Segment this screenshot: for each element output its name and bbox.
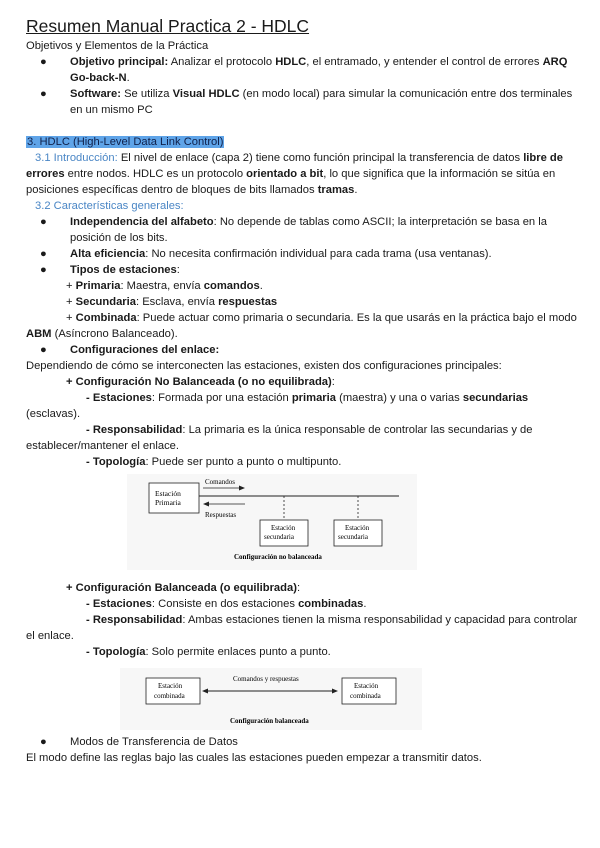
- feature-item-stations: ● Tipos de estaciones:: [40, 264, 180, 276]
- section-3-2-heading: 3.2 Características generales:: [35, 200, 184, 212]
- secondary-1-label-1: Estación: [271, 524, 296, 532]
- config-unbalanced-stations: - Estaciones: Formada por una estación primaria (maestra) y una o varias secundarias (esclavas).: [26, 392, 529, 420]
- bullet-icon: ●: [40, 344, 47, 356]
- right-station-label-1: Estación: [354, 682, 379, 690]
- feature-item-efficiency: ● Alta eficiencia: No necesita confirmación individual para cada trama (usa ventanas).: [40, 248, 492, 260]
- station-primary: + Primaria: Maestra, envía comandos.: [66, 280, 263, 292]
- primary-station-label-2: Primaria: [155, 498, 181, 507]
- right-station-label-2: combinada: [350, 692, 381, 700]
- figure-unbalanced-caption: Configuración no balanceada: [234, 553, 322, 561]
- primary-station-label-1: Estación: [155, 489, 181, 498]
- bullet-icon: ●: [40, 88, 47, 100]
- figure-unbalanced: [127, 474, 417, 570]
- bullet-icon: ●: [40, 248, 47, 260]
- bullet-icon: ●: [40, 736, 47, 748]
- config-unbalanced-title: + Configuración No Balanceada (o no equilibrada):: [66, 376, 335, 388]
- config-balanced-responsibility: - Responsabilidad: Ambas estaciones tienen la misma responsabilidad y capacidad para controlar el enlace.: [26, 614, 578, 642]
- bullet-icon: ●: [40, 216, 47, 228]
- section-3-1-intro: 3.1 Introducción: El nivel de enlace (capa 2) tiene como función principal la transferencia de datos libre de errores entre nodos. HDLC es un protocolo orientado a bit, lo que significa que la información se sitúa en posiciones específicas dentro de bloques de bits llamados tramas.: [26, 152, 563, 196]
- feature-item-modes: ● Modos de Transferencia de Datos: [40, 736, 238, 748]
- config-balanced-title: + Configuración Balanceada (o equilibrada):: [66, 582, 301, 594]
- config-balanced-topology: - Topología: Solo permite enlaces punto a punto.: [86, 646, 331, 658]
- unbalanced-diagram: [127, 474, 417, 570]
- balanced-diagram: [120, 668, 422, 730]
- figure-balanced-caption: Configuración balanceada: [230, 717, 309, 725]
- balanced-arrow-label: Comandos y respuestas: [233, 675, 299, 683]
- objective-item-main: ● Objetivo principal: Analizar el protocolo HDLC, el entramado, y entender el control de errores ARQ Go-back-N.: [40, 56, 568, 84]
- config-balanced-stations: - Estaciones: Consiste en dos estaciones combinadas.: [86, 598, 367, 610]
- feature-item-alphabet: ● Independencia del alfabeto: No depende de tablas como ASCII; la interpretación se basa en la posición de los bits.: [40, 216, 547, 244]
- feature-item-config: ● Configuraciones del enlace:: [40, 344, 220, 356]
- objectives-heading: Objetivos y Elementos de la Práctica: [26, 40, 209, 52]
- station-secondary: + Secundaria: Esclava, envía respuestas: [66, 296, 278, 308]
- figure-balanced: [120, 668, 422, 730]
- secondary-1-label-2: secundaria: [264, 533, 294, 541]
- bullet-icon: ●: [40, 56, 47, 68]
- config-intro: Dependiendo de cómo se interconecten las estaciones, existen dos configuraciones principales:: [26, 360, 502, 372]
- bullet-icon: ●: [40, 264, 47, 276]
- responses-label: Respuestas: [205, 511, 237, 519]
- left-station-label-2: combinada: [154, 692, 185, 700]
- left-station-label-1: Estación: [158, 682, 183, 690]
- document-page: [26, 14, 582, 766]
- document-title: Resumen Manual Practica 2 - HDLC: [26, 16, 310, 36]
- objective-item-software: ● Software: Se utiliza Visual HDLC (en modo local) para simular la comunicación entre dos terminales en un mismo PC: [40, 88, 573, 116]
- modes-text: El modo define las reglas bajo las cuales las estaciones pueden empezar a transmitir datos.: [26, 752, 482, 764]
- station-combined: + Combinada: Puede actuar como primaria o secundaria. Es la que usarás en la práctica bajo el modo ABM (Asíncrono Balanceado).: [26, 312, 577, 340]
- commands-label: Comandos: [205, 478, 235, 486]
- secondary-2-label-2: secundaria: [338, 533, 368, 541]
- config-unbalanced-topology: - Topología: Puede ser punto a punto o multipunto.: [86, 456, 342, 468]
- section-3-heading: 3. HDLC (High-Level Data Link Control): [27, 136, 224, 148]
- secondary-2-label-1: Estación: [345, 524, 370, 532]
- config-unbalanced-responsibility: - Responsabilidad: La primaria es la única responsable de controlar las secundarias y de establecer/mantener el enlace.: [26, 424, 533, 452]
